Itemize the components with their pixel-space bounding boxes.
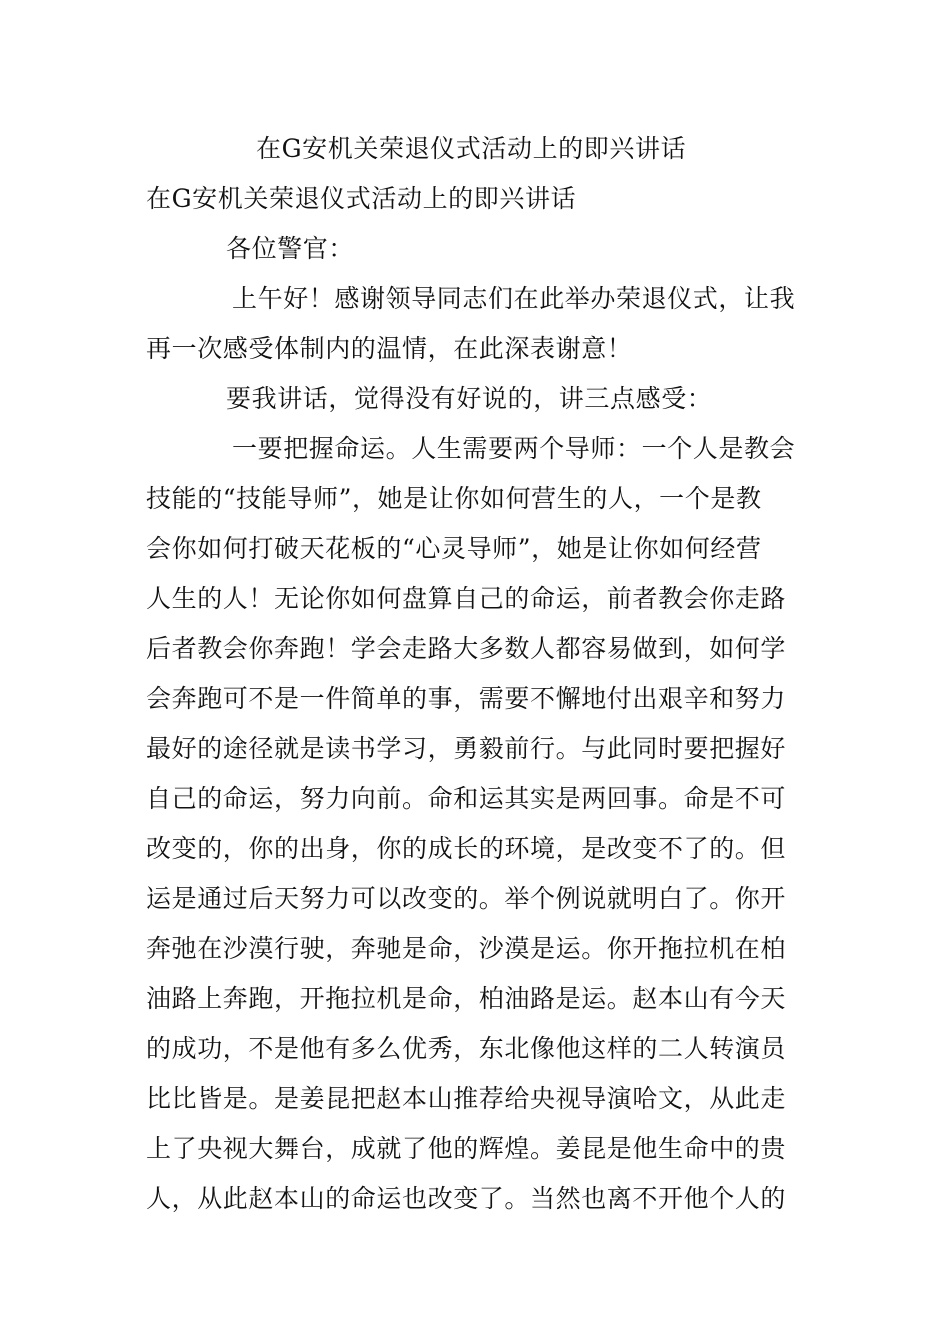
paragraph-line: 奔弛在沙漠行驶，奔驰是命，沙漠是运。你开拖拉机在柏 (146, 934, 787, 963)
paragraph-line: 上了央视大舞台，成就了他的辉煌。姜昆是他生命中的贵 (146, 1134, 787, 1163)
document-title: 在G安机关荣退仪式活动上的即兴讲话 (256, 134, 687, 163)
document-subtitle: 在G安机关荣退仪式活动上的即兴讲话 (146, 184, 577, 213)
paragraph-line: 会你如何打破天花板的“心灵导师”，她是让你如何经营 (146, 534, 762, 563)
paragraph-line: 要我讲话，觉得没有好说的，讲三点感受： (226, 384, 713, 413)
paragraph-line: 自己的命运，努力向前。命和运其实是两回事。命是不可 (146, 784, 787, 813)
paragraph-line: 最好的途径就是读书学习，勇毅前行。与此同时要把握好 (146, 734, 787, 763)
paragraph-line: 一要把握命运。人生需要两个导师：一个人是教会 (232, 434, 796, 463)
paragraph-line: 人，从此赵本山的命运也改变了。当然也离不开他个人的 (146, 1184, 787, 1213)
greeting: 各位警官： (226, 234, 355, 263)
paragraph-line: 后者教会你奔跑！学会走路大多数人都容易做到，如何学 (146, 634, 787, 663)
paragraph-line: 运是通过后天努力可以改变的。举个例说就明白了。你开 (146, 884, 787, 913)
paragraph-line: 技能的“技能导师”，她是让你如何营生的人，一个是教 (146, 484, 762, 513)
paragraph-line: 比比皆是。是姜昆把赵本山推荐给央视导演哈文，从此走 (146, 1084, 787, 1113)
paragraph-line: 会奔跑可不是一件简单的事，需要不懈地付出艰辛和努力 (146, 684, 787, 713)
paragraph-line: 的成功，不是他有多么优秀，东北像他这样的二人转演员 (146, 1034, 787, 1063)
paragraph-line: 上午好！感谢领导同志们在此举办荣退仪式，让我 (232, 284, 796, 313)
paragraph-line: 改变的，你的出身，你的成长的环境，是改变不了的。但 (146, 834, 787, 863)
paragraph-line: 人生的人！无论你如何盘算自己的命运，前者教会你走路 (146, 584, 787, 613)
paragraph-line: 油路上奔跑，开拖拉机是命，柏油路是运。赵本山有今天 (146, 984, 787, 1013)
paragraph-line: 再一次感受体制内的温情，在此深表谢意！ (146, 334, 633, 363)
